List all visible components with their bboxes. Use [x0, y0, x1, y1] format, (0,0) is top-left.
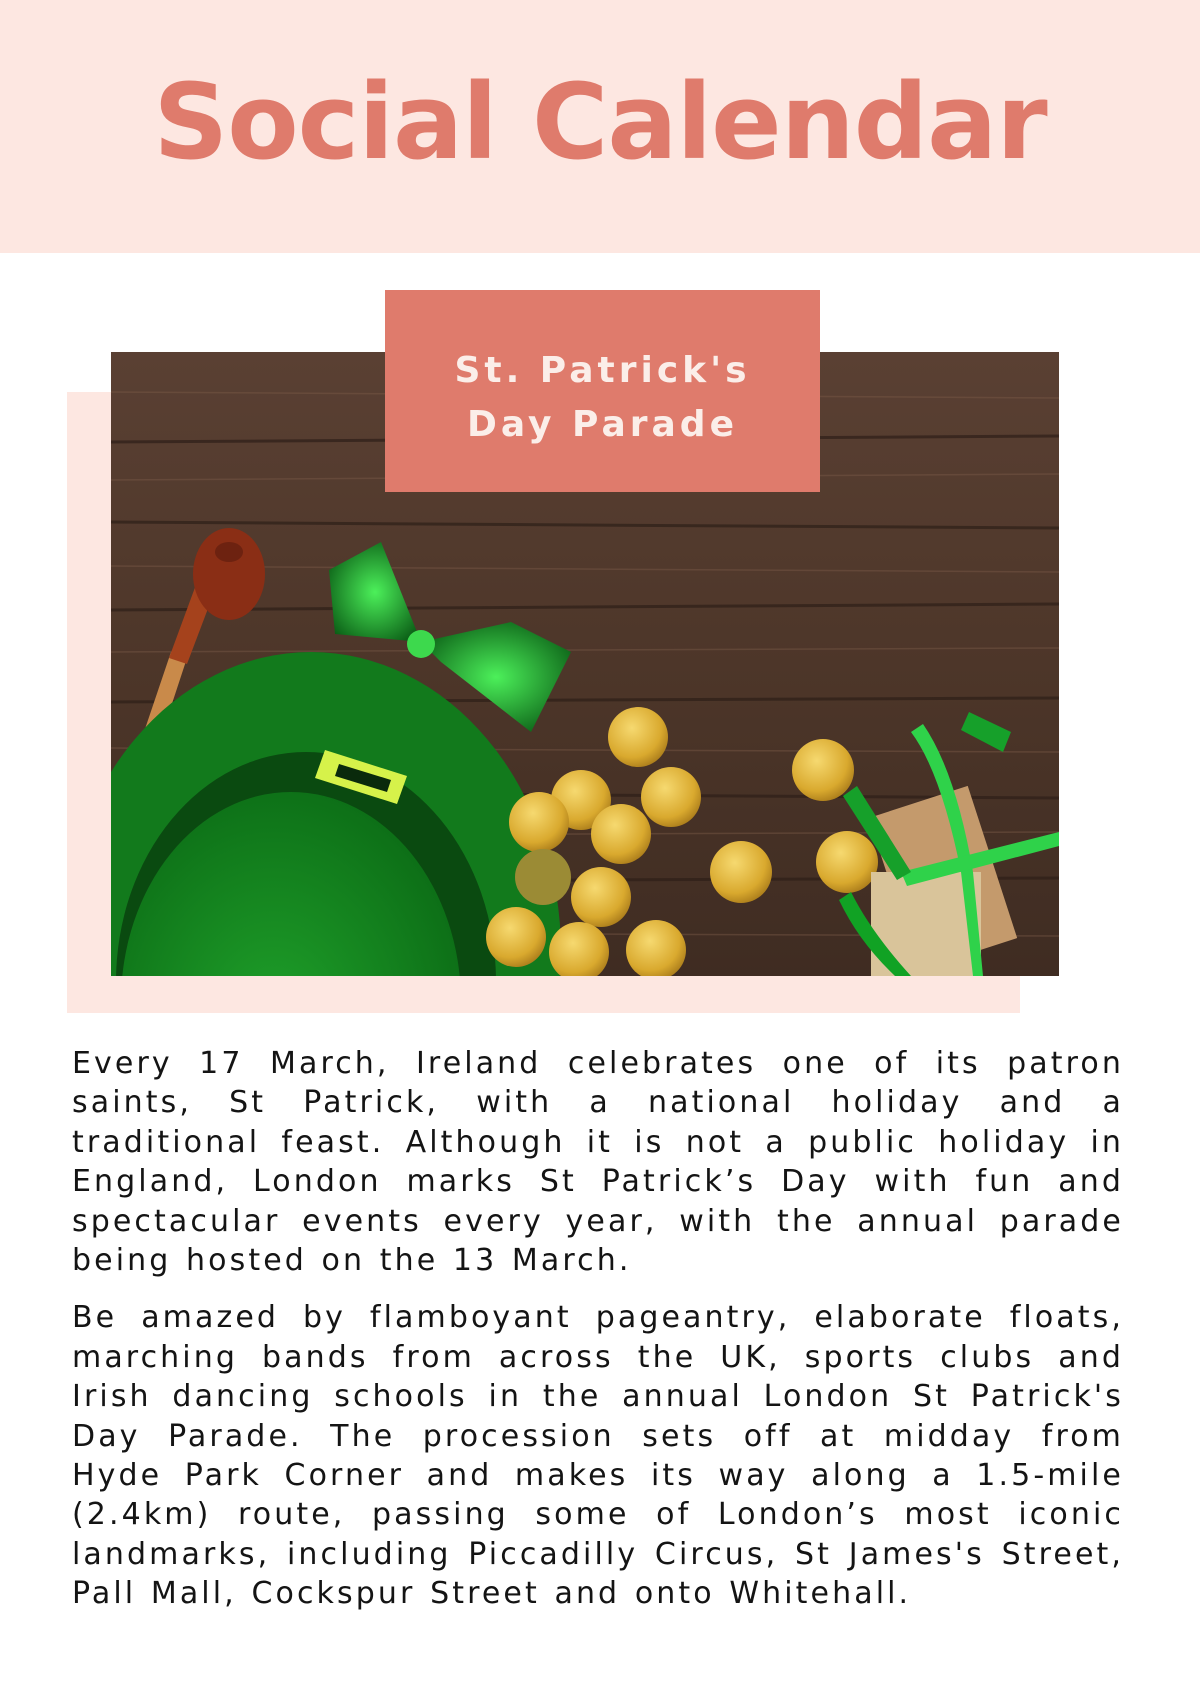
- article-paragraph: Every 17 March, Ireland celebrates one of its patron saints, St Patrick, with a national holiday and a traditional feast. Although it is not a public holiday in England, London marks St Patrick’s Day with fun and spectacular events every year, with the annual parade being hosted on the 13 March.: [72, 1046, 1124, 1279]
- page-title: Social Calendar: [153, 61, 1047, 183]
- event-title: [454, 344, 750, 452]
- article-body: [72, 1044, 1124, 1632]
- event-title-line-2: Day Parade: [466, 404, 738, 445]
- event-title-line-1: St. Patrick's: [454, 350, 751, 391]
- header-band: [0, 0, 1200, 253]
- event-title-tag: [385, 290, 820, 492]
- article-paragraph: Be amazed by flamboyant pageantry, elaborate floats, marching bands from across the UK, sports clubs and Irish dancing schools in the annual London St Patrick's Day Parade. The procession sets off at midday from Hyde Park Corner and makes its way along a 1.5-mile (2.4km) route, passing some of London’s most iconic landmarks, including Piccadilly Circus, St James's Street, Pall Mall, Cockspur Street and onto Whitehall.: [72, 1300, 1124, 1612]
